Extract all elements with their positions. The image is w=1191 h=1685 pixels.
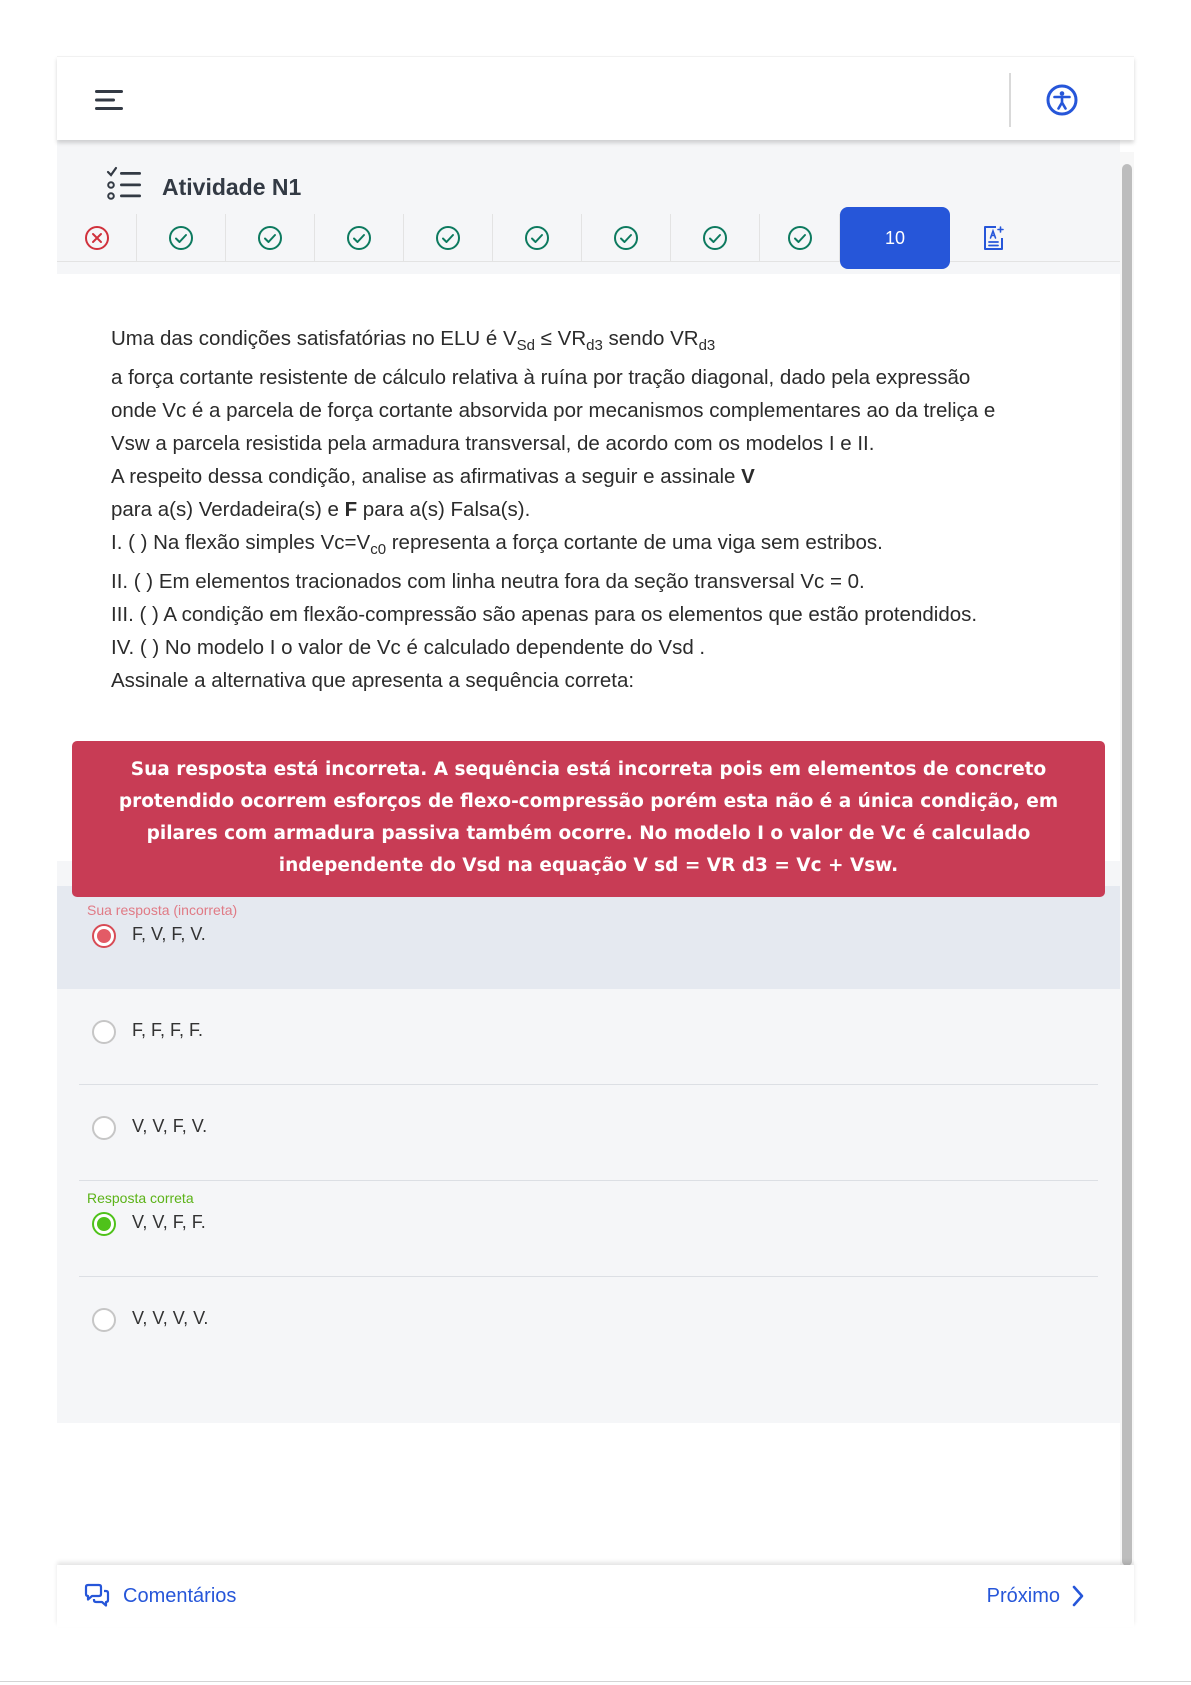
next-label: Próximo (986, 1584, 1060, 1607)
check-circle-icon (346, 225, 372, 251)
question-line-4: Vsw a parcela resistida pela armadura transversal, de acordo com os modelos I e II. (111, 432, 875, 455)
radio-correct[interactable] (92, 1212, 116, 1236)
activity-title: Atividade N1 (162, 174, 302, 200)
comments-button[interactable] (83, 1579, 236, 1613)
check-circle-icon (613, 225, 639, 251)
summary-tab[interactable] (950, 214, 1038, 262)
option-label: V, V, F, F. (132, 1212, 206, 1232)
option-label: F, F, F, F. (132, 1020, 204, 1040)
option-status-correct: Resposta correta (87, 1190, 194, 1206)
option-label: V, V, F, V. (132, 1116, 208, 1136)
option-1[interactable] (57, 886, 1120, 989)
question-line-3: onde Vc é a parcela de força cortante absorvida por mecanismos complementares ao da treliça e (111, 399, 996, 422)
current-question-number: 10 (884, 227, 906, 248)
top-bar (57, 56, 1134, 140)
option-label: V, V, V, V. (132, 1308, 209, 1328)
hamburger-icon (93, 85, 129, 115)
statement-4: IV. ( ) No modelo I o valor de Vc é calculado dependente do Vsd . (111, 636, 706, 659)
accessibility-icon (1045, 83, 1079, 117)
question-6-tab[interactable] (493, 214, 582, 262)
radio-button[interactable] (92, 1308, 116, 1332)
feedback-banner: Sua resposta está incorreta. A sequência está incorreta pois em elementos de concreto protendido ocorrem esforços de flexo-compressão porém esta não é a única condição, em pilares com armadura passiva também ocorre. No modelo I o valor de Vc é calculado independente do Vsd na equação V sd = VR d3 = Vc + Vsw. (72, 741, 1105, 897)
question-text (111, 322, 1071, 697)
option-3[interactable] (57, 1078, 1120, 1181)
question-1-tab[interactable] (57, 214, 137, 262)
option-label: F, V, F, V. (132, 924, 206, 944)
question-4-tab[interactable] (315, 214, 404, 262)
comments-icon (83, 1583, 111, 1609)
radio-button[interactable] (92, 1020, 116, 1044)
page-bottom-divider (0, 1681, 1191, 1682)
question-5-tab[interactable] (404, 214, 493, 262)
check-circle-icon (435, 225, 461, 251)
question-8-tab[interactable] (671, 214, 760, 262)
question-10-tab[interactable] (840, 207, 950, 269)
question-7-tab[interactable] (582, 214, 671, 262)
statement-3: III. ( ) A condição em flexão-compressão são apenas para os elementos que estão protendidos. (111, 603, 978, 626)
menu-button[interactable] (93, 85, 129, 115)
option-5[interactable] (57, 1270, 1120, 1373)
question-line-5: A respeito dessa condição, analise as afirmativas a seguir e assinale V (111, 465, 755, 488)
accessibility-button[interactable] (1045, 83, 1079, 117)
check-circle-icon (702, 225, 728, 251)
topbar-divider (1009, 73, 1011, 127)
checklist-icon (105, 166, 143, 202)
radio-button[interactable] (92, 1116, 116, 1140)
next-button[interactable] (987, 1579, 1086, 1613)
question-line-6: para a(s) Verdadeira(s) e F para a(s) Falsa(s). (111, 498, 531, 521)
answer-options (57, 861, 1120, 1423)
radio-selected-incorrect[interactable] (92, 924, 116, 948)
statement-1: I. ( ) Na flexão simples $Vc=V_{c0}$ representa a força cortante de uma viga sem estribos. (111, 531, 883, 558)
activity-header (57, 140, 1120, 274)
option-4[interactable] (57, 1174, 1120, 1277)
footer-bar (57, 1565, 1134, 1627)
scrollbar-thumb[interactable] (1122, 164, 1132, 1566)
check-circle-icon (168, 225, 194, 251)
question-instruction: Assinale a alternativa que apresenta a sequência correta: (111, 669, 635, 692)
chevron-right-icon (1070, 1584, 1086, 1608)
question-navigation (57, 214, 1120, 262)
check-circle-icon (257, 225, 283, 251)
question-3-tab[interactable] (226, 214, 315, 262)
incorrect-icon (84, 225, 110, 251)
comments-label: Comentários (123, 1584, 237, 1607)
document-edit-icon (981, 224, 1007, 252)
question-line-1: Uma das condições satisfatórias no ELU é $V_{Sd} \le VR_{d3}$ sendo $VR_{d3}$ (111, 327, 716, 354)
statement-2: II. ( ) Em elementos tracionados com linha neutra fora da seção transversal Vc = 0. (111, 570, 865, 593)
app-frame (57, 56, 1134, 1624)
check-circle-icon (524, 225, 550, 251)
question-2-tab[interactable] (137, 214, 226, 262)
question-line-2: a força cortante resistente de cálculo relativa à ruína por tração diagonal, dado pela expressão (111, 366, 971, 389)
question-9-tab[interactable] (760, 214, 840, 262)
option-status-incorrect: Sua resposta (incorreta) (87, 902, 238, 918)
option-2[interactable] (57, 982, 1120, 1085)
check-circle-icon (787, 225, 813, 251)
